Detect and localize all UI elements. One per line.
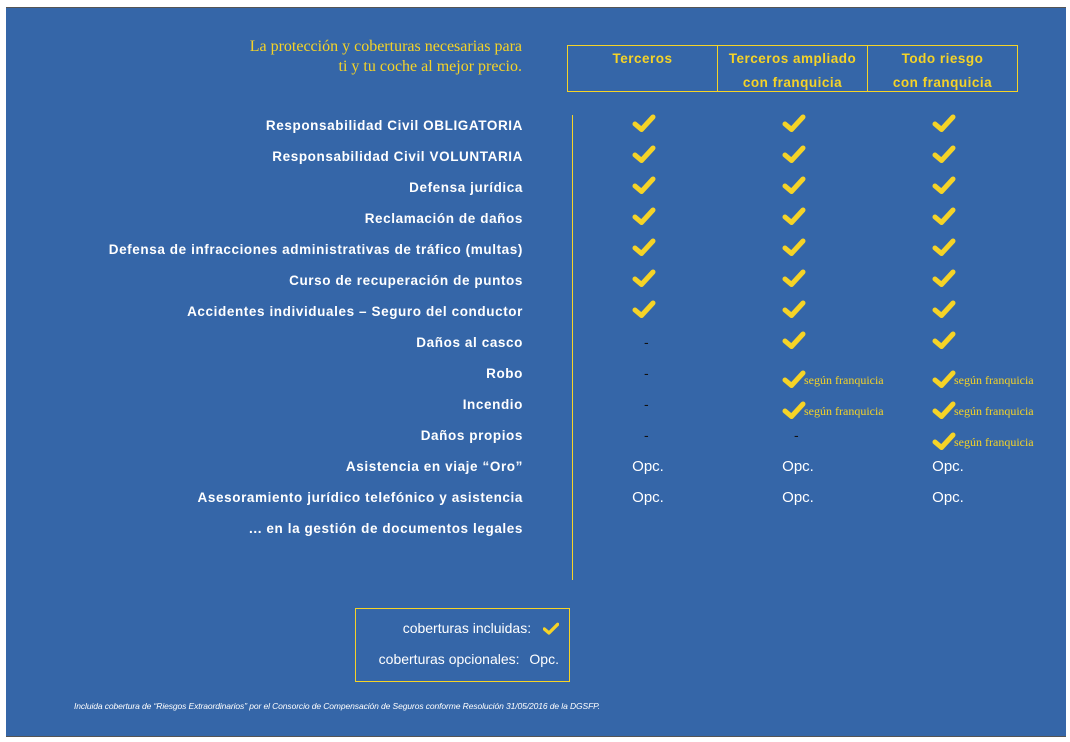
legend-optional-symbol: Opc. [529,651,559,667]
franchise-note: según franquicia [954,404,1034,418]
check-icon [543,622,559,636]
row-label: Curso de recuperación de puntos [289,273,523,288]
check-icon [782,331,806,351]
franchise-note: según franquicia [954,373,1034,387]
row-label: Defensa de infracciones administrativas de tráfico (multas) [108,242,523,257]
row-label: Asesoramiento jurídico telefónico y asistencia [197,490,523,505]
row-label: Responsabilidad Civil OBLIGATORIA [265,118,523,133]
optional-label: Opc. [632,458,664,475]
column-header-line1: Terceros ampliado [728,51,857,66]
column-header-line1: Terceros [612,51,673,66]
column-header-line1: Todo riesgo [901,51,984,66]
check-icon [932,207,956,227]
row-label: Reclamación de daños [364,211,523,226]
check-icon [782,238,806,258]
check-icon [632,145,656,165]
table-row [6,420,1066,451]
optional-label: Opc. [632,489,664,506]
legend-optional-label: coberturas opcionales: [378,651,520,667]
table-row [6,234,1066,265]
check-icon [932,370,956,390]
table-row [6,358,1066,389]
check-icon [932,114,956,134]
franchise-note: según franquicia [804,404,884,418]
column-header-line2: con franquicia [742,75,843,90]
franchise-note: según franquicia [804,373,884,387]
row-label: Defensa jurídica [409,180,523,195]
legend-included [403,620,559,636]
legend [355,608,570,682]
check-icon [932,331,956,351]
optional-label: Opc. [782,458,814,475]
row-label: Daños al casco [416,335,523,350]
check-icon [782,114,806,134]
optional-label: Opc. [782,489,814,506]
table-row [6,451,1066,482]
column-header-terceros [567,45,718,92]
legend-optional [379,651,559,667]
check-icon [932,269,956,289]
check-icon [632,300,656,320]
table-row [6,296,1066,327]
footnote: Incluida cobertura de “Riesgos Extraordinarios” por el Consorcio de Compensación de Seguros conforme Resolución 31/05/2016 de la DGSFP. [74,701,600,711]
row-label: Asistencia en viaje “Oro” [345,459,523,474]
column-header-line2: con franquicia [892,75,993,90]
legend-included-label: coberturas incluidas: [402,620,532,636]
column-header-terceros-ampliado [717,45,868,92]
check-icon [632,269,656,289]
table-row [6,513,1066,544]
not-included-dash: - [644,365,649,381]
table-row [6,203,1066,234]
not-included-dash: - [644,427,649,443]
table-row [6,265,1066,296]
table-row [6,110,1066,141]
coverage-sheet [6,7,1066,737]
check-icon [932,401,956,421]
row-label: ... en la gestión de documentos legales [249,521,523,536]
check-icon [632,176,656,196]
check-icon [932,145,956,165]
check-icon [782,300,806,320]
table-row [6,389,1066,420]
table-row [6,482,1066,513]
tagline: La protección y coberturas necesarias para ti y tu coche al mejor precio. [249,38,522,75]
row-label: Incendio [462,397,523,412]
row-label: Responsabilidad Civil VOLUNTARIA [272,149,523,164]
check-icon [632,207,656,227]
check-icon [782,401,806,421]
optional-label: Opc. [932,489,964,506]
row-label: Accidentes individuales – Seguro del conductor [187,304,523,319]
check-icon [932,238,956,258]
check-icon [632,114,656,134]
check-icon [632,238,656,258]
check-icon [782,269,806,289]
table-row [6,141,1066,172]
not-included-dash: - [794,427,799,443]
check-icon [932,432,956,452]
column-header-todo-riesgo [867,45,1018,92]
check-icon [782,370,806,390]
check-icon [932,176,956,196]
table-row [6,327,1066,358]
check-icon [782,207,806,227]
check-icon [782,176,806,196]
check-icon [782,145,806,165]
not-included-dash: - [644,334,649,350]
not-included-dash: - [644,396,649,412]
franchise-note: según franquicia [954,435,1034,449]
table-row [6,172,1066,203]
row-label: Robo [486,366,523,381]
check-icon [932,300,956,320]
row-label: Daños propios [420,428,523,443]
optional-label: Opc. [932,458,964,475]
